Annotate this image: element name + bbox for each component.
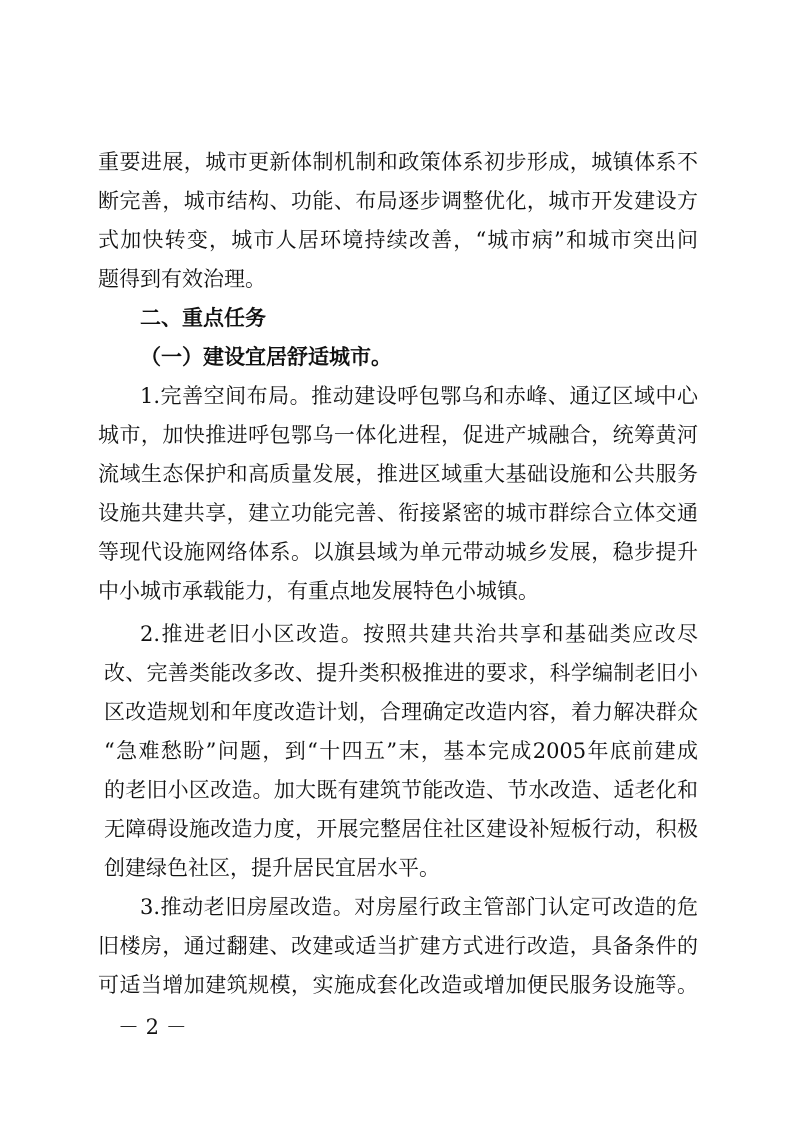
text-line: 改、完善类能改多改、提升类积极推进的要求，科学编制老旧小 bbox=[104, 661, 698, 685]
text-line: 断完善，城市结构、功能、布局逐步调整优化，城市开发建设方 bbox=[98, 189, 698, 213]
text-line: 的老旧小区改造。加大既有建筑节能改造、节水改造、适老化和 bbox=[104, 778, 698, 802]
text-line: 中小城市承载能力，有重点地发展特色小城镇。 bbox=[98, 579, 539, 603]
text-line: 1.完善空间布局。推动建设呼包鄂乌和赤峰、通辽区域中心 bbox=[140, 384, 698, 408]
text-line: “急难愁盼”问题，到“十四五”末，基本完成2005年底前建成 bbox=[104, 739, 698, 763]
text-line: 设施共建共享，建立功能完善、衔接紧密的城市群综合立体交通 bbox=[98, 501, 698, 525]
text-line: 流域生态保护和高质量发展，推进区域重大基础设施和公共服务 bbox=[98, 462, 698, 486]
text-line: 旧楼房，通过翻建、改建或适当扩建方式进行改造，具备条件的 bbox=[98, 934, 698, 958]
text-line: 无障碍设施改造力度，开展完整居住社区建设补短板行动，积极 bbox=[104, 817, 698, 841]
text-line: 题得到有效治理。 bbox=[98, 267, 266, 291]
text-line: 等现代设施网络体系。以旗县域为单元带动城乡发展，稳步提升 bbox=[98, 540, 698, 564]
text-line: 式加快转变，城市人居环境持续改善，“城市病”和城市突出问 bbox=[98, 228, 698, 252]
text-line: 区改造规划和年度改造计划，合理确定改造内容，着力解决群众 bbox=[104, 700, 698, 724]
text-line: 创建绿色社区，提升居民宜居水平。 bbox=[104, 856, 440, 880]
text-line: 2.推进老旧小区改造。按照共建共治共享和基础类应改尽 bbox=[140, 622, 698, 646]
subsection-heading: （一）建设宜居舒适城市。 bbox=[140, 344, 392, 369]
text-line: 3.推动老旧房屋改造。对房屋行政主管部门认定可改造的危 bbox=[140, 895, 698, 919]
text-line: 城市，加快推进呼包鄂乌一体化进程，促进产城融合，统筹黄河 bbox=[98, 423, 698, 447]
page-number: － 2 － bbox=[118, 1015, 187, 1039]
text-line: 重要进展，城市更新体制机制和政策体系初步形成，城镇体系不 bbox=[98, 150, 698, 174]
section-heading: 二、重点任务 bbox=[140, 306, 266, 330]
text-line: 可适当增加建筑规模，实施成套化改造或增加便民服务设施等。 bbox=[98, 973, 698, 997]
